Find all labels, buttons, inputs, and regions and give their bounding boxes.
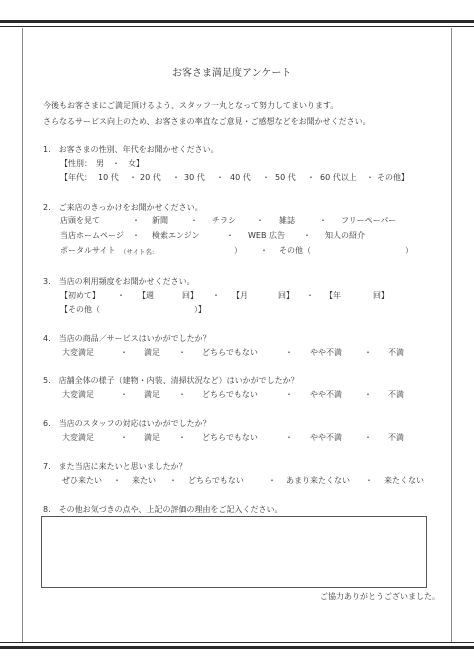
separator: ・ — [132, 231, 140, 240]
separator: ・ — [268, 476, 276, 485]
separator: ・ — [169, 476, 177, 485]
visit-option-free-paper[interactable]: フリーペーパー — [341, 216, 397, 225]
visit-option-storefront[interactable]: 店頭を見て — [60, 216, 100, 225]
separator: ・ — [178, 433, 186, 442]
revisit-yes[interactable]: 来たい — [132, 476, 156, 485]
frequency-option-weekly[interactable]: 【週 — [138, 291, 154, 300]
portal-site-name-label: （サイト名: — [120, 248, 155, 256]
separator: ・ — [120, 348, 128, 357]
intro-line-2: さらなるサービス向上のため、お客さまの率直なご意見・ご感想などをお聞かせください。 — [43, 117, 371, 126]
frequency-yearly-close: 回】 — [373, 291, 389, 300]
question-6: 6. 当店のスタッフの対応はいかがでしたか？ — [43, 419, 211, 428]
separator: ・ — [178, 348, 186, 357]
question-8: 8. その他お気づきの点や、上記の評価の理由をご記入ください。 — [43, 505, 283, 514]
separator: ・ — [226, 231, 234, 240]
visit-other-close: ） — [405, 246, 413, 255]
separator: ・ — [190, 216, 198, 225]
revisit-no[interactable]: 来たくない — [384, 476, 424, 485]
separator: ・ — [113, 476, 121, 485]
age-label: 【年代： — [60, 173, 92, 182]
age-option-20s[interactable]: 20 代 — [140, 173, 161, 182]
frequency-option-monthly[interactable]: 【月 — [232, 291, 248, 300]
separator: ・ — [364, 390, 372, 399]
rating-somewhat-dissatisfied[interactable]: やや不満 — [310, 390, 342, 399]
comment-textarea[interactable] — [41, 516, 427, 588]
right-border — [451, 28, 452, 642]
frequency-option-yearly[interactable]: 【年 — [325, 291, 341, 300]
visit-option-magazine[interactable]: 雑誌 — [279, 216, 295, 225]
rating-somewhat-dissatisfied[interactable]: やや不満 — [310, 348, 342, 357]
frequency-weekly-close: 回】 — [182, 291, 198, 300]
question-7: 7. また当店に来たいと思いましたか？ — [43, 462, 187, 471]
separator: ・ — [178, 390, 186, 399]
visit-option-other[interactable]: その他（ — [279, 246, 311, 255]
frequency-option-first-time[interactable]: 【初めて】 — [60, 291, 100, 300]
separator: ・ — [120, 390, 128, 399]
separator: ・ — [132, 216, 140, 225]
separator: ・ — [285, 433, 293, 442]
revisit-not-really[interactable]: あまり来たくない — [286, 476, 350, 485]
rating-dissatisfied[interactable]: 不満 — [388, 390, 404, 399]
visit-option-search-engine[interactable]: 検索エンジン — [152, 231, 200, 240]
rating-very-satisfied[interactable]: 大変満足 — [62, 433, 94, 442]
visit-option-portal-site[interactable]: ポータルサイト — [60, 246, 116, 255]
visit-option-newspaper[interactable]: 新聞 — [152, 216, 168, 225]
separator: ・ — [303, 231, 311, 240]
bottom-border-thick — [0, 646, 474, 649]
separator: ・ — [256, 216, 264, 225]
separator: ・ — [366, 173, 374, 182]
gender-options[interactable]: 【性別： 男 ・ 女】 — [60, 159, 144, 168]
separator: ・ — [117, 291, 125, 300]
separator: ・ — [285, 390, 293, 399]
rating-neutral[interactable]: どちらでもない — [202, 348, 258, 357]
separator: ・ — [172, 173, 180, 182]
rating-very-satisfied[interactable]: 大変満足 — [62, 390, 94, 399]
rating-satisfied[interactable]: 満足 — [144, 390, 160, 399]
question-2: 2. ご来店のきっかけをお聞かせください。 — [43, 203, 203, 212]
visit-option-web-ad[interactable]: WEB 広告 — [248, 231, 285, 240]
rating-neutral[interactable]: どちらでもない — [202, 390, 258, 399]
revisit-neutral[interactable]: どちらでもない — [188, 476, 244, 485]
top-border-thick — [0, 20, 474, 23]
age-option-10s[interactable]: 10 代 — [98, 173, 119, 182]
visit-option-referral[interactable]: 知人の紹介 — [325, 231, 365, 240]
age-option-40s[interactable]: 40 代 — [230, 173, 251, 182]
separator: ・ — [212, 291, 220, 300]
separator: ・ — [129, 173, 137, 182]
age-option-other[interactable]: その他】 — [377, 173, 409, 182]
frequency-other-close: ）】 — [194, 305, 206, 314]
question-5: 5. 店舗全体の様子（建物・内装、清掃状況など）はいかがでしたか？ — [43, 376, 299, 385]
visit-option-homepage[interactable]: 当店ホームページ — [60, 231, 124, 240]
age-option-30s[interactable]: 30 代 — [184, 173, 205, 182]
visit-option-flyer[interactable]: チラシ — [212, 216, 236, 225]
rating-somewhat-dissatisfied[interactable]: やや不満 — [310, 433, 342, 442]
intro-line-1: 今後もお客さまにご満足頂けるよう、スタッフ一丸となって努力してまいります。 — [43, 101, 339, 110]
separator: ・ — [364, 348, 372, 357]
portal-site-name-close: ） — [234, 246, 242, 255]
rating-very-satisfied[interactable]: 大変満足 — [62, 348, 94, 357]
separator: ・ — [365, 476, 373, 485]
separator: ・ — [120, 433, 128, 442]
separator: ・ — [307, 173, 315, 182]
age-option-60s-plus[interactable]: 60 代以上 — [320, 173, 357, 182]
rating-satisfied[interactable]: 満足 — [144, 433, 160, 442]
question-1: 1. お客さまの性別、年代をお聞かせください。 — [43, 145, 219, 154]
question-3: 3. 当店の利用頻度をお聞かせください。 — [43, 277, 195, 286]
revisit-definitely[interactable]: ぜひ来たい — [62, 476, 102, 485]
separator: ・ — [262, 173, 270, 182]
top-border-thin — [0, 26, 474, 27]
frequency-monthly-close: 回】 — [278, 291, 294, 300]
separator: ・ — [285, 348, 293, 357]
rating-dissatisfied[interactable]: 不満 — [388, 348, 404, 357]
age-option-50s[interactable]: 50 代 — [275, 173, 296, 182]
question-4: 4. 当店の商品／サービスはいかがでしたか？ — [43, 334, 211, 343]
left-border — [22, 28, 23, 642]
separator: ・ — [216, 173, 224, 182]
separator: ・ — [364, 433, 372, 442]
rating-neutral[interactable]: どちらでもない — [202, 433, 258, 442]
separator: ・ — [306, 291, 314, 300]
separator: ・ — [260, 246, 268, 255]
separator: ・ — [319, 216, 327, 225]
rating-dissatisfied[interactable]: 不満 — [388, 433, 404, 442]
frequency-option-other[interactable]: 【その他（ — [60, 305, 100, 314]
rating-satisfied[interactable]: 満足 — [144, 348, 160, 357]
thanks-message: ご協力ありがとうございました。 — [320, 592, 440, 601]
bottom-border-thin — [0, 642, 474, 643]
page-title: お客さま満足度アンケート — [172, 68, 292, 79]
